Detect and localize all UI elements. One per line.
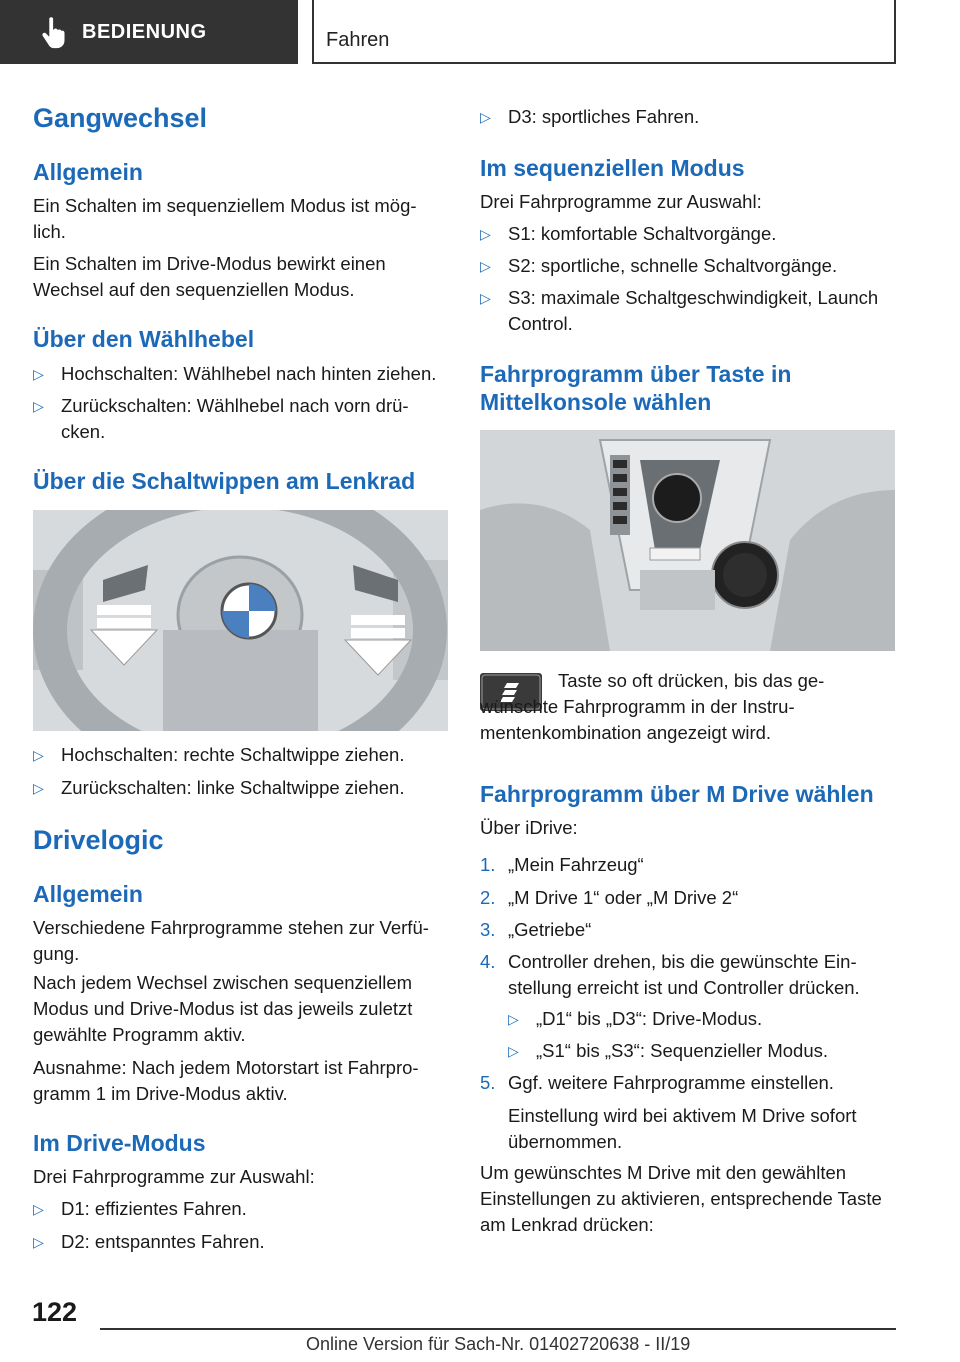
list-item: ▷ D2: entspanntes Fahren. <box>33 1229 448 1255</box>
list-item: ▷ Hochschalten: Wählhebel nach hinten ziehen. <box>33 361 448 387</box>
footer-divider <box>100 1328 896 1330</box>
center-console-illustration <box>480 430 895 651</box>
triangle-bullet-icon: ▷ <box>480 290 491 306</box>
triangle-bullet-icon: ▷ <box>33 366 44 382</box>
header-section-label: BEDIENUNG <box>82 20 207 43</box>
heading-waehlhebel: Über den Wählhebel <box>33 326 255 352</box>
heading-sequenziell: Im sequenziellen Modus <box>480 155 745 181</box>
list-item: 3. „Getriebe“ <box>480 919 592 940</box>
header-chapter-label: Fahren <box>326 29 390 51</box>
paragraph-sequenziell: Drei Fahrprogramme zur Auswahl: <box>480 191 762 212</box>
triangle-bullet-icon: ▷ <box>508 1043 519 1059</box>
list-item: 5. Ggf. weitere Fahrprogramme einstellen. <box>480 1072 834 1093</box>
footer-online-version: Online Version für Sach-Nr. 01402720638 - II/19 <box>306 1334 691 1354</box>
triangle-bullet-icon: ▷ <box>33 398 44 414</box>
paragraph-taste: Taste so oft drücken, bis das ge-wünschte Fahrprogramm in der Instru-mentenkombination angezeigt wird. <box>480 670 825 743</box>
paragraph-idrive: Über iDrive: <box>480 817 578 838</box>
triangle-bullet-icon: ▷ <box>480 226 491 242</box>
list-item: ▷ „D1“ bis „D3“: Drive-Modus. <box>508 1006 895 1032</box>
triangle-bullet-icon: ▷ <box>480 258 491 274</box>
paragraph-allgemein-1a: Ein Schalten im sequenziellem Modus ist mög-lich. <box>33 195 417 242</box>
heading-taste-line2: Mittelkonsole wählen <box>480 389 712 415</box>
steering-wheel-illustration <box>33 510 448 731</box>
list-item: ▷ Hochschalten: rechte Schaltwippe ziehen. <box>33 742 448 768</box>
triangle-bullet-icon: ▷ <box>480 109 491 125</box>
paragraph-step5-note: Einstellung wird bei aktivem M Drive sofort übernommen. <box>508 1105 857 1152</box>
heading-taste-line1: Fahrprogramm über Taste in <box>480 361 792 387</box>
hand-pointer-icon <box>36 13 74 51</box>
triangle-bullet-icon: ▷ <box>33 747 44 763</box>
paragraph-drive-modus: Drei Fahrprogramme zur Auswahl: <box>33 1166 315 1187</box>
triangle-bullet-icon: ▷ <box>33 1234 44 1250</box>
list-item: ▷ D3: sportliches Fahren. <box>480 104 895 130</box>
list-item: ▷ Zurückschalten: Wählhebel nach vorn drü-cken. <box>33 395 409 442</box>
paragraph-allgemein-2c: Ausnahme: Nach jedem Motorstart ist Fahrpro-gramm 1 im Drive-Modus aktiv. <box>33 1057 419 1104</box>
list-item: 1. „Mein Fahrzeug“ <box>480 854 644 875</box>
list-item: ▷ S3: maximale Schaltgeschwindigkeit, Launch Control. <box>480 287 879 334</box>
heading-allgemein-1: Allgemein <box>33 159 143 185</box>
list-item: 2. „M Drive 1“ oder „M Drive 2“ <box>480 887 739 908</box>
heading-allgemein-2: Allgemein <box>33 881 143 907</box>
list-item: ▷ S2: sportliche, schnelle Schaltvorgänge. <box>480 253 895 279</box>
paragraph-allgemein-2b: Nach jedem Wechsel zwischen sequenziellem Modus und Drive-Modus ist das jeweils zuletzt gewählte Programm aktiv. <box>33 972 413 1045</box>
paragraph-allgemein-1b: Ein Schalten im Drive-Modus bewirkt einen Wechsel auf den sequenziellen Modus. <box>33 253 386 300</box>
heading-drive-modus: Im Drive-Modus <box>33 1130 206 1156</box>
heading-schaltwippen: Über die Schaltwippen am Lenkrad <box>33 468 416 494</box>
heading-m-drive: Fahrprogramm über M Drive wählen <box>480 781 874 807</box>
triangle-bullet-icon: ▷ <box>33 1201 44 1217</box>
triangle-bullet-icon: ▷ <box>33 780 44 796</box>
list-item: ▷ S1: komfortable Schaltvorgänge. <box>480 221 895 247</box>
header-section-tab <box>0 0 298 64</box>
paragraph-allgemein-2a: Verschiedene Fahrprogramme stehen zur Verfü-gung. <box>33 917 429 964</box>
triangle-bullet-icon: ▷ <box>508 1011 519 1027</box>
heading-gangwechsel: Gangwechsel <box>33 103 208 133</box>
list-item: ▷ „S1“ bis „S3“: Sequenzieller Modus. <box>508 1038 895 1064</box>
header-chapter-box <box>312 0 896 64</box>
list-item: 4. Controller drehen, bis die gewünschte Ein-stellung erreicht ist und Controller drücken. <box>480 951 860 998</box>
page-number: 122 <box>32 1297 78 1327</box>
list-item: ▷ Zurückschalten: linke Schaltwippe ziehen. <box>33 775 448 801</box>
heading-drivelogic: Drivelogic <box>33 825 164 855</box>
list-item: ▷ D1: effizientes Fahren. <box>33 1196 448 1222</box>
paragraph-final: Um gewünschtes M Drive mit den gewählten Einstellungen zu aktivieren, entsprechende Taste am Lenkrad drücken: <box>480 1162 882 1235</box>
